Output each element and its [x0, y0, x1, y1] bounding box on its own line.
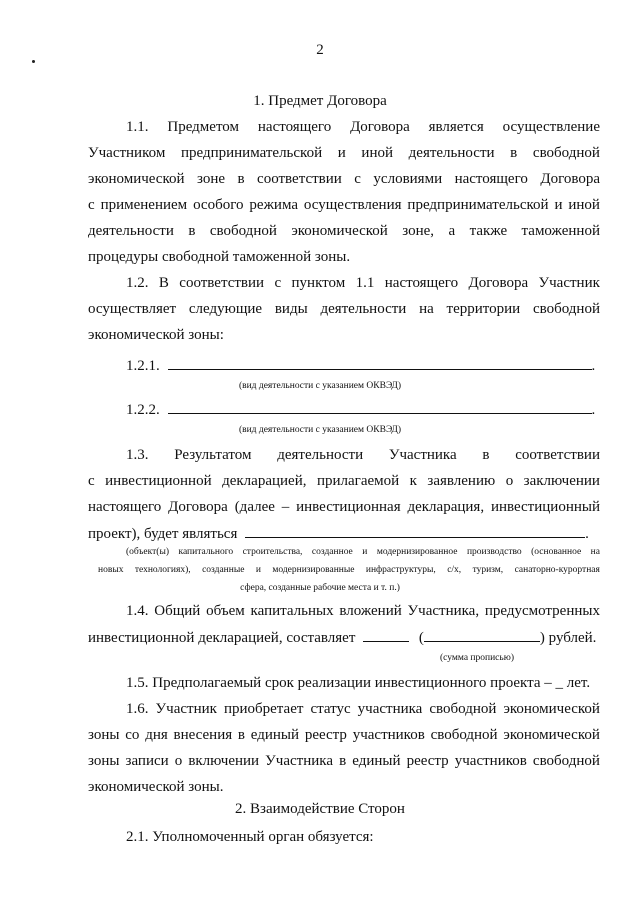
word: с	[88, 197, 95, 213]
word: инвестиционный	[490, 499, 600, 515]
word: свободной	[209, 223, 277, 239]
section1-heading: 1. Предмет Договора	[253, 93, 387, 109]
word: созданное	[311, 547, 353, 557]
word: пунктом	[291, 275, 346, 291]
word: Участник	[155, 701, 217, 717]
word: настоящего	[88, 499, 162, 515]
object-hint-line-2	[98, 564, 600, 576]
object-hint-line-1	[126, 546, 600, 558]
item-121: 1.2.1. .	[126, 358, 596, 374]
item-122-label: 1.2.2.	[126, 402, 160, 418]
word: –	[281, 499, 290, 515]
p11-line-4	[88, 196, 600, 214]
item-122-blank	[168, 400, 592, 414]
word: Участник	[538, 275, 600, 291]
word: с	[354, 171, 361, 187]
word: зоны	[88, 727, 120, 743]
p12-line-3: экономической зоны:	[88, 327, 224, 343]
activity-hint-2: (вид деятельности с указанием ОКВЭД)	[238, 425, 402, 435]
word: экономической	[503, 727, 600, 743]
word: свободной	[532, 753, 600, 769]
sum-hint: (сумма прописью)	[440, 653, 514, 663]
p13-line-4: проект), будет являться .	[88, 526, 589, 542]
word: санаторно-курортная	[514, 565, 600, 575]
p16-line-3	[88, 752, 600, 770]
word: строительства,	[242, 547, 303, 557]
word: на	[590, 547, 600, 557]
word: статус	[310, 701, 351, 717]
word: настоящего	[454, 171, 528, 187]
p14-amount-blank	[363, 628, 409, 642]
p12-line-2	[88, 300, 600, 318]
word: со	[125, 727, 140, 743]
word: применением	[100, 197, 188, 213]
word: Участником	[88, 145, 166, 161]
word: единый	[250, 727, 300, 743]
word: модернизированные	[272, 565, 355, 575]
word: капитальных	[250, 603, 334, 619]
word: Договора	[540, 171, 600, 187]
word: условиями	[373, 171, 443, 187]
activity-hint-1: (вид деятельности с указанием ОКВЭД)	[238, 381, 402, 391]
word: территории	[446, 301, 521, 317]
word: инфраструктуры,	[365, 565, 436, 575]
word: в	[237, 727, 245, 743]
word: и	[255, 565, 261, 575]
word: также	[469, 223, 508, 239]
word: в	[188, 223, 196, 239]
p14-line-2	[88, 628, 600, 647]
object-hint-line-3: сфера, созданные рабочие места и т. п.)	[240, 583, 400, 593]
word: деятельности	[408, 145, 495, 161]
word: декларация,	[407, 499, 485, 515]
word: 1.3.	[126, 447, 149, 463]
word: экономической	[88, 171, 185, 187]
word: (далее	[234, 499, 275, 515]
p11-line-1	[126, 118, 600, 136]
word: деятельности	[277, 447, 364, 463]
p14-line-1	[126, 602, 600, 620]
word: (объект(ы)	[126, 547, 169, 557]
word: Договора	[168, 499, 228, 515]
word: следующие	[188, 301, 263, 317]
word: о	[505, 473, 514, 489]
word: виды	[274, 301, 308, 317]
p13-blank	[245, 524, 585, 538]
p13-line-3	[88, 498, 600, 516]
word: Договора	[350, 119, 410, 135]
word: а	[448, 223, 456, 239]
p21: 2.1. Уполномоченный орган обязуется:	[126, 829, 374, 845]
word: Участника,	[407, 603, 480, 619]
word: прилагаемой	[316, 473, 400, 489]
p13-line-1	[126, 446, 600, 464]
p14-paren-open: (	[418, 630, 424, 646]
word: в	[510, 145, 518, 161]
word: свободной	[429, 701, 497, 717]
word: зоны	[88, 753, 120, 769]
word: декларацией,	[222, 473, 307, 489]
word: Общий	[154, 603, 201, 619]
word: объем	[206, 603, 245, 619]
word: в	[482, 447, 490, 463]
word: зоне	[196, 171, 226, 187]
word: инвестиционной	[105, 473, 212, 489]
p11-line-2	[88, 144, 600, 162]
word: участников	[454, 753, 527, 769]
p11-line-6: процедуры свободной таможенной зоны.	[88, 249, 351, 265]
word: созданные	[202, 565, 245, 575]
item-122: 1.2.2. .	[126, 402, 596, 418]
word: в	[339, 753, 347, 769]
word: настоящего	[384, 275, 459, 291]
word: Результатом	[174, 447, 252, 463]
word: Участника	[265, 753, 333, 769]
word: туризм,	[472, 565, 504, 575]
word: Предметом	[167, 119, 240, 135]
word: участников	[352, 727, 425, 743]
word: осуществляет	[88, 301, 177, 317]
word: таможенной	[521, 223, 600, 239]
word: вложений	[339, 603, 402, 619]
word: с	[88, 473, 95, 489]
word: предпринимательской	[407, 197, 549, 213]
word: осуществления	[303, 197, 402, 213]
p14-paren-close: ) рублей.	[539, 630, 597, 646]
word: 1.2.	[126, 275, 149, 291]
p14-words-blank	[424, 628, 540, 642]
word: в	[237, 171, 245, 187]
word: настоящего	[257, 119, 332, 135]
word: свободной	[430, 727, 498, 743]
page-number: 2	[316, 42, 324, 58]
p16-line-2	[88, 726, 600, 744]
word: свободной	[532, 301, 600, 317]
word: особого	[193, 197, 244, 213]
word: иной	[568, 197, 600, 213]
word: приобретает	[223, 701, 304, 717]
word: модернизированное	[376, 547, 458, 557]
p13-line-2	[88, 472, 600, 490]
word: реестр	[406, 753, 449, 769]
word: режима	[249, 197, 299, 213]
word: 1.1.	[126, 119, 149, 135]
word: Участника	[388, 447, 457, 463]
word: с	[274, 275, 282, 291]
word: на	[419, 301, 434, 317]
word: Договора	[468, 275, 529, 291]
word: участника	[357, 701, 423, 717]
word: 1.6.	[126, 701, 149, 717]
p12-line-1	[126, 274, 600, 292]
word: предусмотренных	[484, 603, 600, 619]
word: записи	[125, 753, 169, 769]
word: В	[158, 275, 169, 291]
word: новых	[98, 565, 124, 575]
word: свободной	[532, 145, 600, 161]
word: заявлению	[427, 473, 496, 489]
section2-heading: 2. Взаимодействие Сторон	[235, 801, 405, 817]
scan-speck	[32, 60, 35, 63]
word: включении	[188, 753, 260, 769]
word: соответствии	[515, 447, 600, 463]
word: к	[409, 473, 417, 489]
p16-line-4: экономической зоны.	[88, 779, 224, 795]
word: иной	[361, 145, 394, 161]
item-121-blank	[168, 356, 592, 370]
word: осуществление	[502, 119, 600, 135]
p15: 1.5. Предполагаемый срок реализации инвестиционного проекта – _ лет.	[126, 675, 591, 691]
word: и	[337, 145, 346, 161]
p14-text: инвестиционной декларацией, составляет	[88, 630, 356, 646]
word: соответствии	[257, 171, 342, 187]
word: экономической	[291, 223, 388, 239]
p11-line-5	[88, 222, 600, 240]
item-121-label: 1.2.1.	[126, 358, 160, 374]
word: реестр	[304, 727, 347, 743]
word: заключении	[523, 473, 600, 489]
word: является	[428, 119, 484, 135]
word: предпринимательской	[180, 145, 323, 161]
p13-last-text: проект), будет являться	[88, 526, 238, 542]
word: о	[174, 753, 183, 769]
word: зоне,	[402, 223, 435, 239]
word: и	[362, 547, 368, 557]
word: 1.1	[355, 275, 375, 291]
word: внесения	[173, 727, 233, 743]
word: деятельности	[320, 301, 407, 317]
p16-line-1	[126, 700, 600, 718]
word: инвестиционная	[296, 499, 401, 515]
word: дня	[145, 727, 168, 743]
p11-line-3	[88, 170, 600, 188]
word: соответствии	[179, 275, 265, 291]
word: технологиях),	[134, 565, 191, 575]
word: капитального	[178, 547, 234, 557]
word: единый	[352, 753, 401, 769]
word: (основанное	[531, 547, 582, 557]
word: экономической	[503, 701, 600, 717]
word: 1.4.	[126, 603, 149, 619]
word: производство	[466, 547, 522, 557]
word: с/х,	[447, 565, 462, 575]
word: и	[554, 197, 563, 213]
word: деятельности	[88, 223, 174, 239]
